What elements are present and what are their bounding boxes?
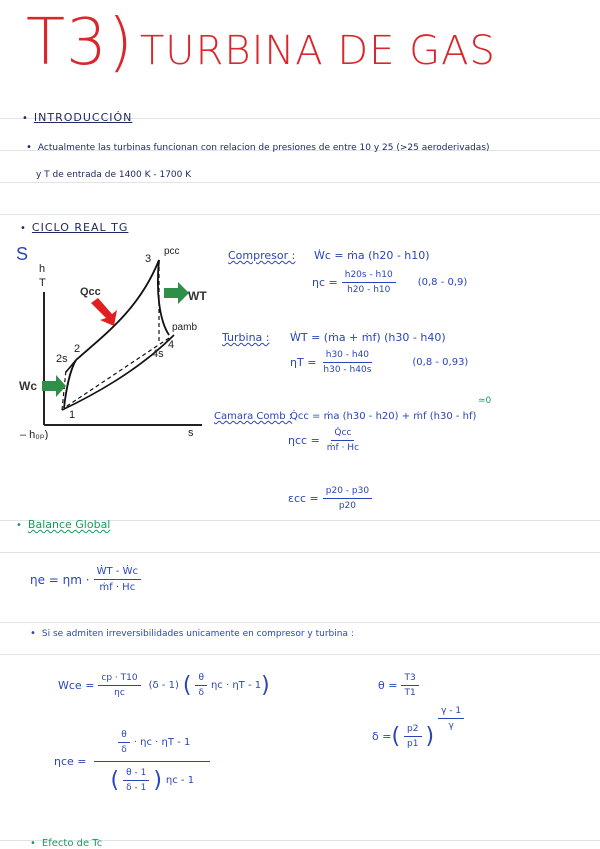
- balance-den: ṁf · Hc: [99, 582, 136, 593]
- delta-lhs: δ =: [372, 730, 392, 743]
- combustor-eps-num: p20 - p30: [323, 486, 372, 499]
- combustor-eta-den: ṁf · Hc: [326, 443, 360, 453]
- combustor-label: Camara Comb :: [214, 411, 293, 422]
- theta-den: T1: [404, 688, 416, 698]
- compressor-eta: ηc =: [312, 276, 338, 289]
- balance-heading: Balance Global: [27, 518, 111, 531]
- combustor-heat-eq: Q̇cc = ṁa (h30 - h20) + ṁf (h30 - hf): [290, 411, 477, 422]
- compressor-work-eq: Ẇc = ṁa (h20 - h10): [314, 249, 430, 262]
- compressor-den: h20 - h10: [347, 285, 391, 295]
- hs-diagram: [14, 240, 214, 440]
- delta-close-paren: ): [425, 724, 435, 749]
- eta-ce-denominator: [91, 762, 215, 793]
- combustor-approx-note: ≃0: [478, 396, 492, 406]
- wce-close-paren: ): [261, 673, 270, 698]
- turbine-eta: ηT =: [290, 356, 317, 369]
- combustor-eps-fraction: [323, 486, 372, 511]
- wce-open-paren: (: [182, 673, 192, 698]
- compressor-num: h20s - h10: [342, 270, 396, 283]
- wce-num: cp · T10: [98, 673, 140, 686]
- turbine-fraction: [320, 350, 374, 375]
- wc-label: Wc: [19, 379, 37, 393]
- eta-bot-open-paren: (: [110, 768, 120, 793]
- intro-text-line1: • Actualmente las turbinas funcionan con relacion de presiones de entre 10 y 25 (>25 aeroderivadas): [26, 142, 490, 153]
- delta-fraction: [404, 724, 421, 749]
- combustor-eta-fraction: [324, 428, 362, 453]
- eta-ce-lhs: ηce =: [54, 755, 87, 768]
- axis-h-label: h: [39, 263, 46, 275]
- point-2-label: 2: [74, 343, 81, 355]
- combustor-eta-num: Q̇cc: [331, 428, 354, 441]
- wce-lhs: Wce =: [58, 679, 95, 692]
- balance-equation: [30, 566, 145, 593]
- theta-num: T3: [401, 673, 418, 686]
- turbine-den: h30 - h40s: [323, 365, 372, 375]
- eta-ce-equation: [54, 730, 218, 793]
- page-title: [26, 6, 496, 80]
- wce-inner-fraction: [195, 673, 207, 698]
- balance-heading-row: • Balance Global: [16, 518, 111, 531]
- delta-num: p2: [404, 724, 421, 737]
- irrev-note: Si se admiten irreversibilidades unicamente en compresor y turbina :: [41, 629, 354, 639]
- eta-bot-den: δ - 1: [126, 783, 147, 793]
- wce-mid: (δ - 1): [148, 680, 179, 691]
- point-2s-label: 2s: [56, 353, 68, 365]
- intro-line2: y T de entrada de 1400 K - 1700 K: [36, 170, 192, 180]
- point-3-label: 3: [145, 253, 152, 265]
- wce-den: ηc: [114, 688, 125, 698]
- pcc-label: pcc: [164, 246, 180, 257]
- eta-top-fraction: [118, 730, 130, 755]
- turbine-efficiency: [290, 350, 468, 375]
- balance-fraction: [94, 566, 141, 593]
- combustor-pressure-loss: [288, 486, 376, 511]
- title-name: TURBINA DE GAS: [139, 28, 496, 74]
- turbine-range: (0,8 - 0,93): [412, 357, 469, 368]
- combustor-eta: ηcc =: [288, 434, 320, 447]
- intro-line1: Actualmente las turbinas funcionan con relacion de presiones de entre 10 y 25 (>25 aeroderivadas): [37, 143, 490, 153]
- combustor-eps-den: p20: [338, 501, 356, 511]
- diagram-cut-text: – h₀ₚ): [20, 429, 49, 440]
- delta-open-paren: (: [391, 724, 401, 749]
- turbine-work-eq: ẆT = (ṁa + ṁf) (h30 - h40): [290, 331, 446, 344]
- compressor-efficiency: [312, 270, 467, 295]
- wt-label: WT: [188, 289, 207, 303]
- delta-exp-den: γ: [448, 721, 454, 731]
- eta-ce-big-fraction: [91, 730, 215, 793]
- cycle-heading-row: • CICLO REAL TG: [20, 221, 129, 234]
- theta-fraction: [401, 673, 418, 698]
- bottom-cut-row: • Efecto de Tc: [30, 838, 103, 849]
- intro-heading: INTRODUCCIÓN: [33, 111, 133, 124]
- eta-bot-close-paren: ): [153, 768, 162, 793]
- balance-num: ẆT - Ẇc: [94, 566, 141, 580]
- delta-den: p1: [407, 739, 419, 749]
- intro-heading-row: • INTRODUCCIÓN: [22, 111, 133, 124]
- eta-ce-numerator: [94, 730, 210, 762]
- pamb-label: pamb: [172, 322, 198, 333]
- wce-fraction: [98, 673, 140, 698]
- irrev-note-row: • Si se admiten irreversibilidades unicamente en compresor y turbina :: [30, 628, 354, 639]
- bottom-cut-text: Efecto de Tc: [41, 838, 103, 849]
- wce-tail: ηc · ηT - 1: [210, 680, 262, 691]
- balance-lhs: ηe = ηm ·: [30, 572, 90, 587]
- delta-exponent: [438, 706, 464, 731]
- combustor-eps: εcc =: [288, 492, 319, 505]
- delta-exp-num: γ - 1: [438, 706, 464, 719]
- axis-s-label: s: [188, 427, 194, 439]
- theta-lhs: θ =: [378, 679, 398, 692]
- title-number: T3): [26, 6, 134, 80]
- qcc-red-arrow: [91, 298, 117, 326]
- turbine-num: h30 - h40: [323, 350, 372, 363]
- point-4s-label: 4s: [152, 348, 164, 360]
- eta-top-tail: · ηc · ηT - 1: [133, 737, 191, 748]
- diagram-corner-s: S: [16, 244, 29, 264]
- theta-definition: [378, 673, 423, 698]
- eta-bot-num: θ - 1: [123, 768, 149, 781]
- wce-inner-num: θ: [195, 673, 207, 686]
- wce-inner-den: δ: [198, 688, 204, 698]
- cycle-heading: CICLO REAL TG: [31, 221, 129, 234]
- eta-bot-fraction: [123, 768, 149, 793]
- turbine-label: Turbina :: [222, 331, 270, 344]
- compressor-fraction: [342, 270, 396, 295]
- wce-equation: [58, 673, 270, 698]
- axis-T-label: T: [39, 277, 46, 289]
- compressor-label: Compresor :: [228, 249, 296, 262]
- combustor-efficiency: [288, 428, 366, 453]
- point-1-label: 1: [69, 409, 76, 421]
- point-4-label: 4: [168, 339, 175, 351]
- compressor-range: (0,8 - 0,9): [417, 277, 468, 288]
- eta-top-den: δ: [121, 745, 127, 755]
- wt-green-arrow: [164, 282, 189, 304]
- eta-top-num: θ: [118, 730, 130, 743]
- wc-green-arrow: [42, 375, 66, 397]
- qcc-label: Qcc: [80, 286, 101, 298]
- eta-bot-tail: ηc - 1: [165, 775, 195, 786]
- isobar-pcc: [76, 260, 159, 360]
